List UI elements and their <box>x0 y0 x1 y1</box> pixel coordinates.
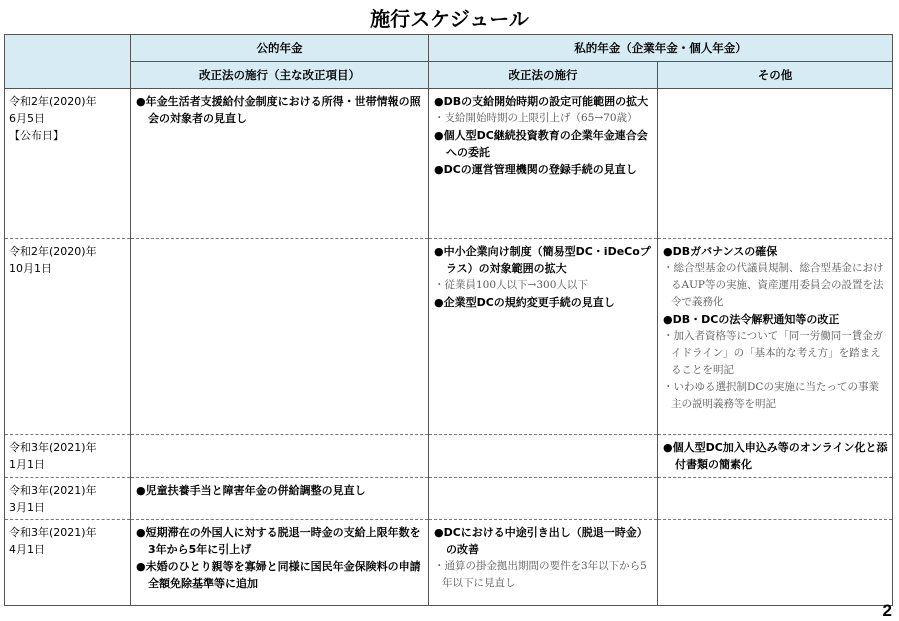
date-line: 令和3年(2021)年 <box>9 441 97 454</box>
private-cell <box>429 520 658 606</box>
public-enforcement-header: 改正法の施行（主な改正項目） <box>131 62 429 89</box>
bullet-item: ●DCの運営管理機関の登録手続の見直し <box>434 163 637 176</box>
page-title: 施行スケジュール <box>370 7 529 31</box>
date-cell <box>5 239 131 435</box>
sub-item: ・いわゆる選択制DCの実施に当たっての事業主の説明義務等を明記 <box>663 381 879 410</box>
date-header-cell <box>5 35 131 89</box>
table-row <box>5 239 893 435</box>
sub-item: ・従業員100人以下→300人以下 <box>434 279 588 291</box>
page-number: 2 <box>882 601 892 620</box>
date-line: 10月1日 <box>9 262 52 275</box>
bullet-item: ●個人型DC継続投資教育の企業年金連合会への委託 <box>434 129 648 159</box>
private-pension-header: 私的年金（企業年金・個人年金） <box>429 35 893 62</box>
date-cell <box>5 435 131 478</box>
bullet-item: ●未婚のひとり親等を寡婦と同様に国民年金保険料の申請全額免除基準等に追加 <box>136 560 421 590</box>
public-cell <box>131 520 429 606</box>
bullet-item: ●DB・DCの法令解釈通知等の改正 <box>663 313 840 326</box>
bullet-item: ●DBガバナンスの確保 <box>663 245 778 258</box>
date-line: 4月1日 <box>9 543 45 556</box>
table-row <box>5 478 893 520</box>
public-cell <box>131 478 429 520</box>
bullet-item: ●企業型DCの規約変更手続の見直し <box>434 296 615 309</box>
other-cell <box>658 89 893 239</box>
table-row <box>5 89 893 239</box>
public-cell <box>131 435 429 478</box>
public-pension-header: 公的年金 <box>131 35 429 62</box>
public-cell <box>131 89 429 239</box>
bullet-item: ●中小企業向け制度（簡易型DC・iDeCoプラス）の対象範囲の拡大 <box>434 245 651 275</box>
private-other-header: その他 <box>658 62 893 89</box>
private-enforcement-header: 改正法の施行 <box>429 62 658 89</box>
date-line: 1月1日 <box>9 458 45 471</box>
sub-item: ・総合型基金の代議員規制、総合型基金におけるAUP等の実施、資産運用委員会の設置を法令で義務化 <box>663 262 884 308</box>
date-line: 6月5日 <box>9 112 45 125</box>
bullet-item: ●年金生活者支援給付金制度における所得・世帯情報の照会の対象者の見直し <box>136 95 421 125</box>
private-cell <box>429 435 658 478</box>
bullet-item: ●短期滞在の外国人に対する脱退一時金の支給上限年数を3年から5年に引上げ <box>136 526 421 556</box>
other-cell <box>658 520 893 606</box>
other-cell <box>658 478 893 520</box>
date-line: 令和3年(2021)年 <box>9 526 97 539</box>
date-line: 【公布日】 <box>9 129 64 142</box>
table-row <box>5 520 893 606</box>
date-cell <box>5 89 131 239</box>
sub-item: ・加入者資格等について「同一労働同一賃金ガイドライン」の「基本的な考え方」を踏まえることを明記 <box>663 330 884 376</box>
sub-item: ・支給開始時期の上限引上げ（65→70歳） <box>434 112 638 124</box>
bullet-item: ●DCにおける中途引き出し（脱退一時金）の改善 <box>434 526 648 556</box>
date-cell <box>5 478 131 520</box>
date-cell <box>5 520 131 606</box>
bullet-item: ●個人型DC加入申込み等のオンライン化と添付書類の簡素化 <box>663 441 888 471</box>
private-cell <box>429 239 658 435</box>
private-cell <box>429 89 658 239</box>
private-cell <box>429 478 658 520</box>
date-line: 令和2年(2020)年 <box>9 95 97 108</box>
date-line: 令和2年(2020)年 <box>9 245 97 258</box>
bullet-item: ●児童扶養手当と障害年金の併給調整の見直し <box>136 484 366 497</box>
public-cell <box>131 239 429 435</box>
table-row <box>5 435 893 478</box>
schedule-table <box>4 34 893 606</box>
date-line: 3月1日 <box>9 501 45 514</box>
other-cell <box>658 435 893 478</box>
other-cell <box>658 239 893 435</box>
date-line: 令和3年(2021)年 <box>9 484 97 497</box>
bullet-item: ●DBの支給開始時期の設定可能範囲の拡大 <box>434 95 649 108</box>
sub-item: ・通算の掛金拠出期間の要件を3年以下から5年以下に見直し <box>434 560 647 589</box>
